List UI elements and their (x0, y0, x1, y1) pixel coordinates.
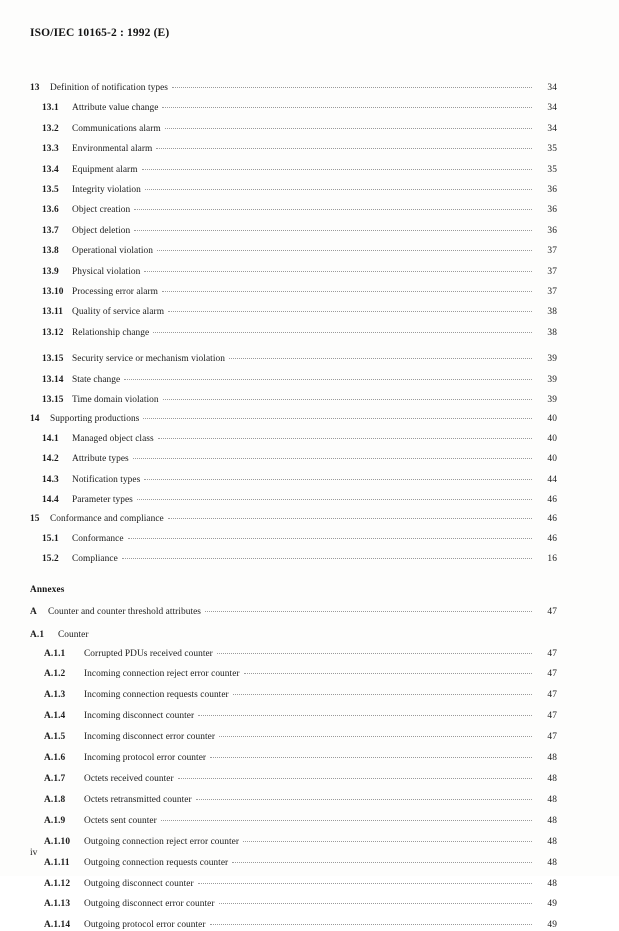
toc-entry-title: Integrity violation (72, 185, 141, 196)
toc-entry[interactable] (30, 631, 557, 640)
toc-entry-number: 15 (30, 513, 40, 524)
toc-dot-leader (162, 107, 532, 108)
toc-entry[interactable] (42, 376, 557, 385)
toc-entry-page-number: 39 (547, 374, 557, 385)
toc-entry-number: 13.1 (42, 103, 59, 114)
toc-group-annex-a (0, 608, 619, 641)
toc-entry-number: 13.12 (42, 327, 64, 338)
toc-entry-title: Managed object class (72, 433, 154, 444)
toc-dot-leader (219, 903, 532, 904)
toc-entry-title: Time domain violation (72, 395, 159, 406)
toc-dot-leader (172, 87, 532, 88)
toc-entry-title: Communications alarm (72, 123, 161, 134)
toc-entry-number: 13.2 (42, 123, 59, 134)
toc-group-clause-13 (0, 84, 619, 406)
toc-entry-title: Outgoing connection reject error counter (84, 836, 240, 847)
toc-entry[interactable] (42, 125, 557, 134)
toc-entry-title: Object creation (72, 205, 131, 216)
toc-group-clause-15 (0, 515, 619, 565)
toc-entry-title: Outgoing connection requests counter (84, 857, 229, 868)
toc-entry-title: Octets retransmitted counter (84, 794, 192, 805)
toc-entry-title: Counter and counter threshold attributes (48, 606, 202, 617)
toc-entry-page-number: 35 (547, 164, 557, 175)
toc-dot-leader (232, 862, 532, 863)
toc-dot-leader (219, 736, 532, 737)
toc-entry-title: Outgoing disconnect counter (84, 878, 194, 889)
toc-entry-number: 14.1 (42, 433, 59, 444)
toc-entry[interactable] (42, 268, 557, 277)
toc-entry[interactable] (30, 84, 557, 93)
toc-entry-page-number: 48 (547, 857, 557, 868)
toc-entry[interactable] (44, 859, 557, 868)
toc-entry-page-number: 46 (547, 533, 557, 544)
toc-entry-page-number: 16 (547, 554, 557, 565)
toc-entry-number: A.1.14 (44, 920, 71, 931)
toc-entry-number: 13.6 (42, 205, 59, 216)
toc-entry[interactable] (44, 796, 557, 805)
toc-entry-title: Operational violation (72, 246, 153, 257)
toc-entry-title: State change (72, 374, 121, 385)
toc-entry[interactable] (42, 435, 557, 444)
toc-entry-number: 13 (30, 83, 40, 93)
toc-entry[interactable] (44, 900, 557, 909)
toc-entry[interactable] (42, 476, 557, 485)
toc-entry-page-number: 40 (547, 454, 557, 465)
toc-entry-title: Relationship change (72, 327, 150, 338)
toc-entry-number: 13.5 (42, 185, 59, 196)
toc-dot-leader (178, 778, 532, 779)
toc-entry-title: Definition of notification types (50, 83, 168, 93)
toc-dot-leader (128, 538, 532, 539)
toc-entry-number: 13.8 (42, 246, 59, 257)
toc-entry[interactable] (44, 670, 557, 679)
toc-dot-leader (156, 148, 532, 149)
toc-entry[interactable] (42, 247, 557, 256)
toc-entry[interactable] (42, 166, 557, 175)
page-header: ISO/IEC 10165-2 : 1992 (E) (30, 27, 170, 39)
toc-dot-leader (168, 518, 532, 519)
toc-entry-number: A.1.3 (44, 690, 66, 701)
toc-dot-leader (168, 311, 532, 312)
toc-entry-title: Attribute value change (72, 103, 159, 114)
toc-dot-leader (143, 418, 532, 419)
toc-entry-title: Object deletion (72, 225, 131, 236)
toc-entry-page-number: 46 (547, 495, 557, 506)
toc-entry-page-number: 47 (547, 648, 557, 659)
toc-entry-title: Conformance (72, 533, 124, 544)
toc-entry-title: Incoming protocol error counter (84, 753, 207, 764)
toc-entry-page-number: 49 (547, 899, 557, 910)
toc-entry-number: A.1.1 (44, 648, 66, 659)
toc-dot-leader (144, 479, 532, 480)
toc-entry-number: A (30, 606, 37, 617)
toc-entry-title: Conformance and compliance (50, 513, 164, 524)
toc-entry[interactable] (44, 817, 557, 826)
toc-entry-number: 14.4 (42, 495, 59, 506)
toc-entry-title: Processing error alarm (72, 287, 158, 298)
toc-entry[interactable] (42, 535, 557, 544)
toc-dot-leader (162, 291, 532, 292)
toc-dot-leader (124, 379, 532, 380)
toc-group-clause-14 (0, 415, 619, 506)
toc-entry-number: 15.1 (42, 533, 59, 544)
toc-entry-title: Outgoing disconnect error counter (84, 899, 215, 910)
toc-dot-leader (163, 399, 532, 400)
toc-entry-page-number: 34 (547, 103, 557, 114)
toc-dot-leader (243, 841, 532, 842)
toc-dot-leader (137, 499, 532, 500)
toc-entry-page-number: 47 (547, 732, 557, 743)
toc-entry-page-number: 49 (547, 920, 557, 931)
toc-entry-page-number: 46 (547, 513, 557, 524)
toc-dot-leader (210, 757, 532, 758)
toc-dot-leader (161, 820, 532, 821)
toc-entry[interactable] (42, 308, 557, 317)
footer-page-number: iv (30, 848, 38, 858)
toc-entry-page-number: 38 (547, 307, 557, 318)
toc-entry-number: A.1.12 (44, 878, 71, 889)
toc-entry-title: Compliance (72, 554, 118, 565)
toc-dot-leader (142, 169, 532, 170)
toc-entry-number: A.1.6 (44, 753, 66, 764)
toc-entry-number: 14 (30, 413, 40, 424)
toc-entry-title: Attribute types (72, 454, 129, 465)
toc-entry-page-number: 44 (547, 474, 557, 485)
toc-entry[interactable] (42, 555, 557, 564)
toc-entry-number: 13.9 (42, 266, 59, 277)
toc-entry-title: Counter (58, 630, 89, 641)
toc-dot-leader (145, 189, 532, 190)
toc-entry-number: A.1.10 (44, 836, 71, 847)
toc-entry-number: 13.15 (42, 395, 64, 406)
toc-dot-leader (122, 558, 532, 559)
toc-entry[interactable] (42, 104, 557, 113)
annexes-heading: Annexes (30, 583, 65, 594)
toc-group-annex-a1 (0, 650, 619, 931)
toc-entry[interactable] (30, 515, 557, 524)
toc-entry-number: A.1 (30, 630, 45, 641)
toc-entry-number: 15.2 (42, 554, 59, 565)
toc-dot-leader (217, 653, 532, 654)
toc-entry[interactable] (44, 712, 557, 721)
toc-entry-title: Octets received counter (84, 774, 174, 784)
toc-entry[interactable] (42, 227, 557, 236)
toc-entry-number: 14.2 (42, 454, 59, 465)
toc-entry-number: A.1.8 (44, 794, 66, 805)
toc-entry-page-number: 47 (547, 711, 557, 722)
toc-entry-page-number: 48 (547, 836, 557, 847)
toc-dot-leader (229, 358, 532, 359)
toc-entry-page-number: 36 (547, 185, 557, 196)
toc-dot-leader (196, 799, 532, 800)
toc-entry-title: Notification types (72, 474, 141, 485)
toc-entry-page-number: 47 (547, 606, 557, 617)
toc-entry-title: Incoming connection requests counter (84, 690, 229, 701)
toc-entry-number: 13.14 (42, 374, 64, 385)
toc-dot-leader (133, 458, 532, 459)
toc-entry-page-number: 39 (547, 395, 557, 406)
toc-entry-page-number: 40 (547, 413, 557, 424)
toc-entry-title: Quality of service alarm (72, 307, 165, 318)
toc-entry-page-number: 48 (547, 815, 557, 826)
toc-entry-title: Outgoing protocol error counter (84, 920, 206, 931)
toc-dot-leader (205, 611, 532, 612)
toc-entry-title: Corrupted PDUs received counter (84, 648, 213, 659)
toc-dot-leader (165, 128, 532, 129)
toc-entry-number: A.1.2 (44, 669, 66, 680)
toc-dot-leader (134, 209, 532, 210)
toc-entry-title: Parameter types (72, 495, 133, 506)
toc-dot-leader (134, 230, 532, 231)
toc-entry-page-number: 39 (547, 354, 557, 365)
toc-dot-leader (198, 883, 532, 884)
toc-entry[interactable] (44, 775, 557, 784)
toc-dot-leader (157, 250, 532, 251)
toc-entry-page-number: 48 (547, 878, 557, 889)
toc-entry[interactable] (44, 650, 557, 659)
group-spacer (0, 594, 619, 608)
toc-entry-number: 14.3 (42, 474, 59, 485)
toc-entry-title: Supporting productions (50, 413, 140, 424)
toc-entry-number: 13.15 (42, 354, 64, 365)
toc-entry[interactable] (30, 415, 557, 424)
toc-entry[interactable] (42, 496, 557, 505)
toc-entry-title: Physical violation (72, 266, 141, 277)
toc-entry-number: A.1.11 (44, 857, 70, 868)
toc-dot-leader (158, 438, 532, 439)
toc-entry[interactable] (42, 396, 557, 405)
toc-dot-leader (233, 694, 532, 695)
toc-entry[interactable] (42, 145, 557, 154)
toc-entry-page-number: 48 (547, 774, 557, 784)
toc-dot-leader (210, 924, 532, 925)
toc-entry[interactable] (44, 880, 557, 889)
toc-entry-number: A.1.7 (44, 774, 66, 784)
toc-entry[interactable] (42, 355, 557, 364)
toc-dot-leader (153, 332, 532, 333)
toc-entry[interactable] (42, 329, 557, 338)
toc-entry-page-number: 35 (547, 144, 557, 155)
toc-entry[interactable] (44, 754, 557, 763)
toc-entry-page-number: 34 (547, 123, 557, 134)
toc-entry-page-number: 47 (547, 669, 557, 680)
toc-entry-number: 13.3 (42, 144, 59, 155)
toc-entry[interactable] (42, 206, 557, 215)
toc-entry-page-number: 48 (547, 794, 557, 805)
toc-entry-title: Equipment alarm (72, 164, 138, 175)
toc-entry-number: A.1.13 (44, 899, 71, 910)
toc-entry-page-number: 38 (547, 327, 557, 338)
table-of-contents (0, 84, 619, 931)
toc-entry-number: 13.4 (42, 164, 59, 175)
toc-entry[interactable] (42, 288, 557, 297)
toc-entry-page-number: 36 (547, 205, 557, 216)
toc-entry[interactable] (44, 691, 557, 700)
toc-dot-leader (244, 673, 532, 674)
toc-entry-page-number: 47 (547, 690, 557, 701)
toc-entry-page-number: 37 (547, 287, 557, 298)
toc-entry[interactable] (44, 838, 557, 847)
toc-entry-page-number: 34 (547, 83, 557, 93)
toc-entry[interactable] (42, 186, 557, 195)
toc-dot-leader (144, 271, 532, 272)
group-spacer (0, 565, 619, 584)
toc-entry-number: 13.10 (42, 287, 64, 298)
toc-entry-page-number: 37 (547, 246, 557, 257)
toc-entry-page-number: 37 (547, 266, 557, 277)
toc-entry-page-number: 36 (547, 225, 557, 236)
toc-entry[interactable] (42, 455, 557, 464)
toc-dot-leader (198, 715, 532, 716)
toc-entry-page-number: 40 (547, 433, 557, 444)
toc-entry-number: 13.7 (42, 225, 59, 236)
toc-entry-number: A.1.9 (44, 815, 66, 826)
toc-entry-number: A.1.5 (44, 732, 66, 743)
toc-entry-title: Octets sent counter (84, 815, 157, 826)
toc-entry-page-number: 48 (547, 753, 557, 764)
toc-entry[interactable] (30, 608, 557, 617)
toc-entry-title: Incoming disconnect counter (84, 711, 195, 722)
toc-entry-number: 13.11 (42, 307, 64, 318)
toc-entry-title: Environmental alarm (72, 144, 153, 155)
toc-entry-title: Incoming disconnect error counter (84, 732, 216, 743)
toc-entry-number: A.1.4 (44, 711, 66, 722)
toc-entry-title: Security service or mechanism violation (72, 354, 225, 365)
toc-entry[interactable] (44, 921, 557, 930)
toc-entry-title: Incoming connection reject error counter (84, 669, 240, 680)
toc-entry[interactable] (44, 733, 557, 742)
